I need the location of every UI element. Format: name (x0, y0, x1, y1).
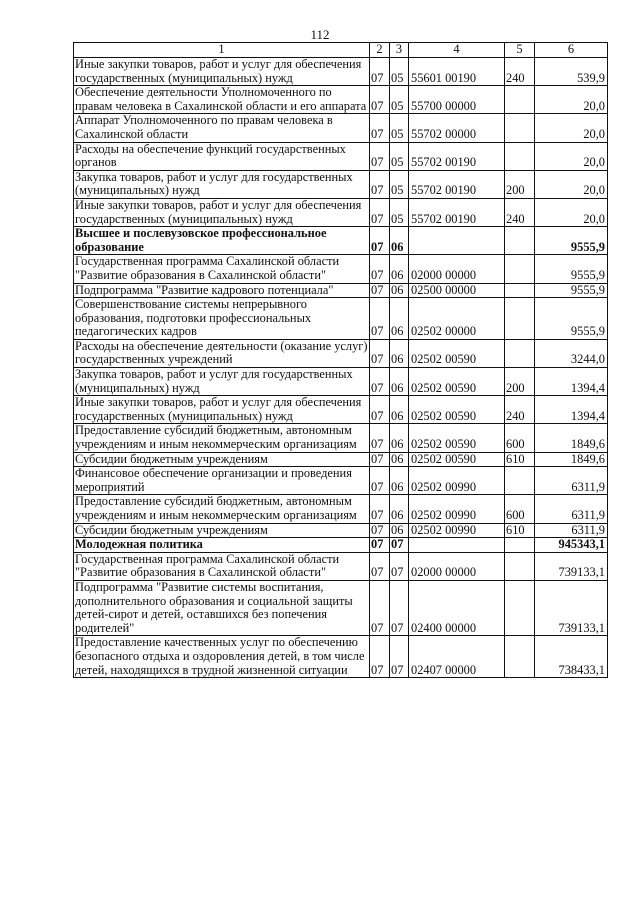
cell-sum: 539,9 (535, 58, 608, 86)
cell-vr (505, 339, 535, 367)
cell-pr: 05 (390, 170, 409, 198)
cell-csr: 55702 00000 (409, 114, 505, 142)
table-row (74, 86, 608, 114)
cell-rz: 07 (370, 523, 390, 538)
cell-name: Подпрограмма "Развитие кадрового потенциала" (74, 283, 370, 298)
cell-vr (505, 142, 535, 170)
cell-name: Субсидии бюджетным учреждениям (74, 523, 370, 538)
cell-name: Расходы на обеспечение деятельности (оказание услуг) государственных учреждений (75, 339, 368, 367)
cell-csr: 55601 00190 (409, 58, 505, 86)
cell-rz: 07 (370, 495, 390, 523)
cell-sum: 9555,9 (535, 255, 608, 283)
cell-name: Совершенствование системы непрерывного образования, подготовки профессиональных педагогических кадров (74, 298, 370, 340)
cell-sum: 20,0 (535, 114, 608, 142)
cell-csr: 02502 00590 (409, 368, 505, 396)
cell-pr: 06 (390, 467, 409, 495)
cell-rz: 07 (370, 636, 390, 678)
cell-name: Иные закупки товаров, работ и услуг для обеспечения государственных (муниципальных) нужд (74, 396, 370, 424)
cell-pr: 06 (390, 396, 409, 424)
cell-rz: 07 (370, 452, 390, 467)
table-row (74, 227, 608, 255)
table-row (74, 396, 608, 424)
cell-csr: 02502 00000 (409, 298, 505, 340)
cell-pr: 06 (390, 424, 409, 452)
cell-name: Молодежная политика (74, 538, 370, 553)
cell-pr: 06 (390, 298, 409, 340)
cell-sum: 739133,1 (535, 580, 608, 635)
cell-csr: 02502 00590 (409, 424, 505, 452)
cell-csr (409, 538, 505, 553)
cell-pr: 05 (390, 86, 409, 114)
table-row (74, 339, 608, 367)
cell-rz: 07 (370, 339, 390, 367)
cell-sum: 1849,6 (535, 452, 608, 467)
cell-sum: 20,0 (535, 86, 608, 114)
cell-csr: 02502 00990 (409, 467, 505, 495)
cell-name: Расходы на обеспечение функций государственных органов (74, 142, 370, 170)
budget-table (73, 42, 608, 678)
header-cell: 6 (535, 43, 608, 58)
cell-vr (505, 580, 535, 635)
cell-name: Предоставление субсидий бюджетным, автономным учреждениям и иным некоммерческим организациям (74, 424, 370, 452)
header-cell: 4 (409, 43, 505, 58)
cell-sum: 945343,1 (535, 538, 608, 553)
cell-vr (505, 636, 535, 678)
table-row (74, 636, 608, 678)
cell-name: Предоставление качественных услуг по обеспечению безопасного отдыха и оздоровления детей, в том числе детей, находящихся в трудной жизненной ситуации (74, 636, 370, 678)
cell-sum: 6311,9 (535, 467, 608, 495)
cell-rz: 07 (370, 142, 390, 170)
table-row (74, 424, 608, 452)
cell-sum: 1394,4 (535, 396, 608, 424)
cell-rz: 07 (370, 467, 390, 495)
cell-pr: 05 (390, 142, 409, 170)
cell-vr (505, 298, 535, 340)
cell-name: Закупка товаров, работ и услуг для государственных (муниципальных) нужд (74, 170, 370, 198)
cell-name: Обеспечение деятельности Уполномоченного по правам человека в Сахалинской области и его аппарата (74, 86, 370, 114)
cell-sum: 6311,9 (535, 495, 608, 523)
table-row (74, 255, 608, 283)
cell-sum: 20,0 (535, 142, 608, 170)
cell-sum: 20,0 (535, 198, 608, 226)
cell-vr: 610 (505, 452, 535, 467)
cell-vr (505, 255, 535, 283)
cell-csr: 55702 00190 (409, 198, 505, 226)
table-row (74, 114, 608, 142)
cell-name: Аппарат Уполномоченного по правам человека в Сахалинской области (74, 114, 370, 142)
cell-csr: 02502 00590 (409, 452, 505, 467)
table-row (74, 170, 608, 198)
table-row (74, 552, 608, 580)
cell-pr: 05 (390, 114, 409, 142)
cell-rz: 07 (370, 538, 390, 553)
cell-rz: 07 (370, 170, 390, 198)
cell-pr: 07 (390, 636, 409, 678)
cell-sum: 1849,6 (535, 424, 608, 452)
cell-vr (505, 538, 535, 553)
cell-rz: 07 (370, 368, 390, 396)
cell-sum: 9555,9 (535, 227, 608, 255)
cell-vr: 200 (505, 368, 535, 396)
cell-csr: 02502 00590 (409, 396, 505, 424)
cell-vr: 200 (505, 170, 535, 198)
cell-pr: 07 (390, 552, 409, 580)
cell-rz: 07 (370, 580, 390, 635)
table-row (74, 580, 608, 635)
cell-sum: 20,0 (535, 170, 608, 198)
cell-rz: 07 (370, 86, 390, 114)
cell-sum: 9555,9 (535, 283, 608, 298)
table-row (74, 368, 608, 396)
page-number: 112 (310, 27, 330, 42)
cell-sum: 1394,4 (535, 368, 608, 396)
cell-rz: 07 (370, 227, 390, 255)
cell-pr: 06 (390, 452, 409, 467)
cell-csr: 02502 00590 (409, 339, 505, 367)
cell-pr: 06 (390, 368, 409, 396)
cell-rz: 07 (370, 198, 390, 226)
table-row (74, 58, 608, 86)
cell-csr: 55702 00190 (409, 142, 505, 170)
cell-rz: 07 (370, 114, 390, 142)
cell-csr: 02000 00000 (409, 255, 505, 283)
table-row (74, 298, 608, 340)
cell-csr: 02502 00990 (409, 495, 505, 523)
cell-csr: 02502 00990 (409, 523, 505, 538)
cell-csr: 02000 00000 (409, 552, 505, 580)
cell-name: Иные закупки товаров, работ и услуг для обеспечения государственных (муниципальных) нужд (74, 198, 370, 226)
cell-rz: 07 (370, 552, 390, 580)
cell-pr: 05 (390, 58, 409, 86)
table-row (74, 467, 608, 495)
cell-pr: 07 (390, 538, 409, 553)
cell-vr (505, 86, 535, 114)
table-row (74, 495, 608, 523)
cell-pr: 06 (390, 227, 409, 255)
cell-csr: 02400 00000 (409, 580, 505, 635)
cell-rz: 07 (370, 58, 390, 86)
cell-name: Государственная программа Сахалинской области "Развитие образования в Сахалинской области" (74, 255, 370, 283)
cell-csr: 55700 00000 (409, 86, 505, 114)
cell-vr (505, 227, 535, 255)
cell-csr: 02407 00000 (409, 636, 505, 678)
cell-name: Высшее и послевузовское профессиональное образование (74, 227, 370, 255)
cell-sum: 9555,9 (535, 298, 608, 340)
cell-sum: 6311,9 (535, 523, 608, 538)
cell-rz: 07 (370, 255, 390, 283)
cell-name: Государственная программа Сахалинской области "Развитие образования в Сахалинской области" (74, 552, 370, 580)
cell-pr: 06 (390, 255, 409, 283)
cell-pr: 06 (390, 495, 409, 523)
cell-name: Закупка товаров, работ и услуг для государственных (муниципальных) нужд (74, 368, 370, 396)
table-row (74, 283, 608, 298)
header-row (74, 43, 608, 58)
cell-sum: 738433,1 (535, 636, 608, 678)
cell-vr (505, 283, 535, 298)
cell-csr: 55702 00190 (409, 170, 505, 198)
cell-csr (409, 227, 505, 255)
header-cell: 3 (390, 43, 409, 58)
table-row (74, 452, 608, 467)
table-row (74, 142, 608, 170)
cell-pr: 07 (390, 580, 409, 635)
header-cell: 2 (370, 43, 390, 58)
header-cell: 5 (505, 43, 535, 58)
cell-rz: 07 (370, 283, 390, 298)
cell-name: Подпрограмма "Развитие системы воспитания, дополнительного образования и социальной защиты детей-сирот и детей, оставшихся без попечения родителей" (74, 580, 370, 635)
cell-vr (505, 114, 535, 142)
table-row (74, 538, 608, 553)
cell-vr: 610 (505, 523, 535, 538)
cell-name: Субсидии бюджетным учреждениям (74, 452, 370, 467)
cell-vr: 240 (505, 58, 535, 86)
cell-sum: 739133,1 (535, 552, 608, 580)
cell-csr: 02500 00000 (409, 283, 505, 298)
table-row (74, 198, 608, 226)
cell-rz: 07 (370, 396, 390, 424)
cell-rz: 07 (370, 298, 390, 340)
cell-pr: 06 (390, 283, 409, 298)
cell-pr: 06 (390, 339, 409, 367)
header-cell: 1 (74, 43, 370, 58)
cell-name: Финансовое обеспечение организации и проведения мероприятий (74, 467, 370, 495)
cell-name: Предоставление субсидий бюджетным, автономным учреждениям и иным некоммерческим организациям (74, 495, 370, 523)
cell-vr (505, 467, 535, 495)
cell-vr (505, 552, 535, 580)
cell-name: Иные закупки товаров, работ и услуг для обеспечения государственных (муниципальных) нужд (74, 58, 370, 86)
cell-pr: 05 (390, 198, 409, 226)
cell-pr: 06 (390, 523, 409, 538)
cell-rz: 07 (370, 424, 390, 452)
cell-vr: 240 (505, 396, 535, 424)
cell-vr: 240 (505, 198, 535, 226)
cell-vr: 600 (505, 495, 535, 523)
table-row (74, 523, 608, 538)
cell-vr: 600 (505, 424, 535, 452)
cell-sum: 3244,0 (535, 339, 608, 367)
